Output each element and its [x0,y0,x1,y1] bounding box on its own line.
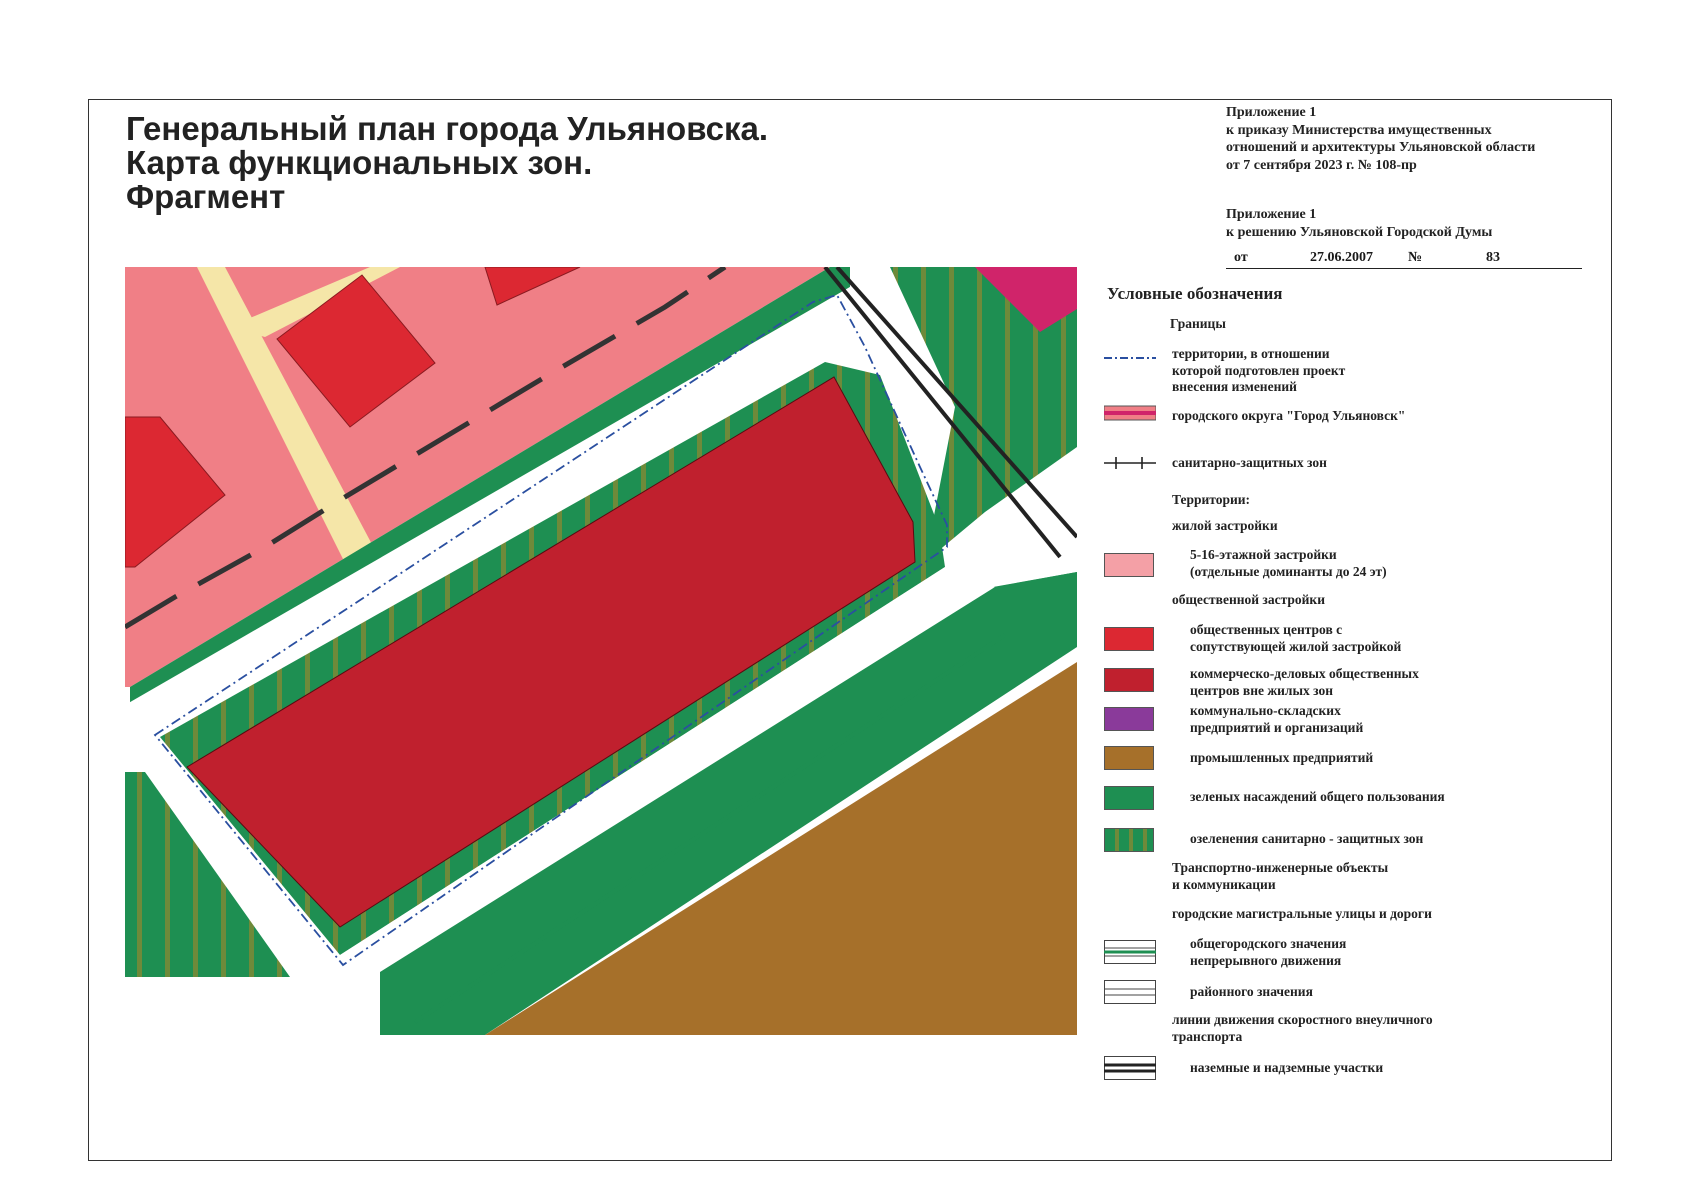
legend-residential-heading: жилой застройки [1172,518,1278,533]
legend-borders-heading: Границы [1170,316,1226,331]
legend-green-sanitary-swatch [1104,828,1154,852]
decision-number-label: № [1408,250,1423,265]
legend-public-center-swatch [1104,627,1154,651]
legend-transport-heading-line-2: и коммуникации [1172,876,1276,892]
legend-title: Условные обозначения [1107,284,1283,303]
legend-residential-5-16-line-2: (отдельные доминанты до 24 эт) [1190,563,1387,579]
legend-territories-heading: Территории: [1172,492,1251,507]
legend-project-border-symbol [1104,354,1156,362]
map-title [126,112,768,214]
legend-rapid-transit-heading [1172,1012,1433,1045]
legend-district-road-symbol [1104,980,1156,1004]
decision-date-line [1226,250,1582,269]
map-fragment [125,267,1077,1035]
legend-communal-swatch [1104,707,1154,731]
legend-residential-5-16 [1190,547,1387,580]
decision-from-label: от [1234,250,1248,265]
legend-citywide-road-symbol [1104,940,1156,964]
appendix-duma-line-2: к решению Ульяновской Городской Думы [1226,224,1493,240]
appendix-ministry-line-4: от 7 сентября 2023 г. № 108-пр [1226,157,1417,173]
title-line-2: Карта функциональных зон. [126,144,593,181]
legend-green-public: зеленых насаждений общего пользования [1190,789,1445,804]
legend-public-centers-line-2: сопутствующей жилой застройкой [1190,638,1402,654]
legend-sanitary-zones: санитарно-защитных зон [1172,455,1327,470]
legend-city-district: городского округа "Город Ульяновск" [1172,408,1406,423]
appendix-duma [1226,206,1492,241]
legend-residential-swatch [1104,553,1154,577]
legend-rapid-transit-symbol [1104,1056,1156,1080]
legend-commercial-line-2: центров вне жилых зон [1190,682,1334,698]
decision-number: 83 [1486,250,1500,265]
legend-green-sanitary: озеленения санитарно - защитных зон [1190,831,1424,846]
legend-transport-heading [1172,860,1388,893]
legend-main-streets-heading: городские магистральные улицы и дороги [1172,906,1432,921]
title-line-3: Фрагмент [126,178,286,215]
legend-residential-5-16-line-1: 5-16-этажной застройки [1190,547,1337,562]
legend-district: районного значения [1190,984,1313,999]
legend-public-centers [1190,622,1401,655]
legend-rapid-transit-heading-line-2: транспорта [1172,1028,1243,1044]
legend-commercial-line-1: коммерческо-деловых общественных [1190,666,1419,681]
appendix-ministry-line-1: Приложение 1 [1226,105,1317,120]
legend-project-territory-line-3: внесения изменений [1172,379,1297,394]
title-line-1: Генеральный план города Ульяновска. [126,110,769,147]
legend-project-territory-line-2: которой подготовлен проект [1172,362,1346,378]
legend-rapid-transit-heading-line-1: линии движения скоростного внеуличного [1172,1012,1433,1027]
legend-communal [1190,703,1363,736]
legend-citywide-line-2: непрерывного движения [1190,952,1342,968]
legend-green-public-swatch [1104,786,1154,810]
legend-communal-line-2: предприятий и организаций [1190,719,1364,735]
legend-commercial-swatch [1104,668,1154,692]
appendix-duma-line-1: Приложение 1 [1226,207,1317,222]
legend-public-centers-line-1: общественных центров с [1190,622,1343,637]
legend-ground-sections: наземные и надземные участки [1190,1060,1384,1075]
legend-citywide-line-1: общегородского значения [1190,936,1347,951]
legend-transport-heading-line-1: Транспортно-инженерные объекты [1172,860,1389,875]
legend-sanitary-symbol [1104,455,1156,471]
appendix-ministry-line-2: к приказу Министерства имущественных [1226,122,1492,138]
legend-industrial: промышленных предприятий [1190,750,1374,765]
legend-commercial [1190,666,1419,699]
appendix-ministry [1226,104,1535,174]
legend-industrial-swatch [1104,746,1154,770]
decision-date: 27.06.2007 [1310,250,1373,265]
legend-city-border-symbol [1104,405,1156,421]
legend-communal-line-1: коммунально-складских [1190,703,1341,718]
legend-project-territory-line-1: территории, в отношении [1172,346,1330,361]
appendix-ministry-line-3: отношений и архитектуры Ульяновской области [1226,140,1536,155]
legend-citywide [1190,936,1346,969]
legend-project-territory [1172,346,1345,396]
legend-public-heading: общественной застройки [1172,592,1325,607]
